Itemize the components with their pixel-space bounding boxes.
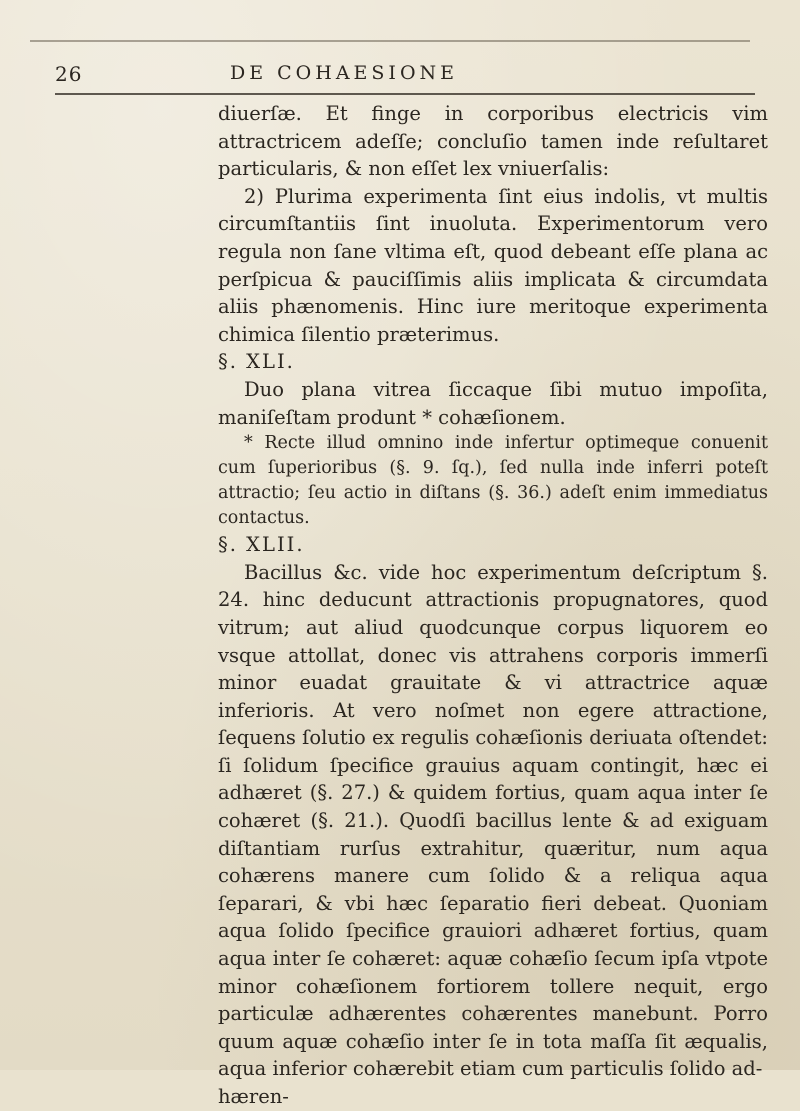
body-text [218,100,768,1111]
running-head: DE COHAESIONE [230,62,459,84]
header-rule [55,93,755,95]
page-number: 26 [55,62,83,86]
section-heading-42: §. XLII. [218,533,305,557]
footnote: * Recte illud omnino inde infertur optimeque conuenit cum ſuperioribus (§. 9. ſq.), ſed nulla inde inferri poteſt attractio; ſeu actio in diſtans (§. 36.) adeſt enim immediatus contactus. [218,433,768,529]
section-heading-41: §. XLI. [218,350,295,374]
paragraph-continuation: diuerſæ. Et finge in corporibus electricis vim attractricem adeſſe; concluſio tamen inde reſultaret particularis, & non eſſet lex vniuerſalis: [218,102,768,181]
catchword: hæren- [218,1085,289,1108]
top-edge-rule [30,40,750,42]
paragraph-section-42: Bacillus &c. vide hoc experimentum deſcriptum §. 24. hinc deducunt attractionis propugnatores, quod vitrum; aut aliud quodcunque corpus liquorem eo vsque attollat, donec vis attrahens corporis immerſi minor euadat grauitate & vi attractrice aquæ inferioris. At vero noſmet non egere attractione, ſequens ſolutio ex regulis cohæſionis deriuata oſtendet: ſi ſolidum ſpecifice grauius aquam contingit, hæc ei adhæret (§. 27.) & quidem fortius, quam aqua inter ſe cohæret (§. 21.). Quodſi bacillus lente & ad exiguam diſtantiam rurſus extrahitur, quæritur, num aqua cohærens manere cum ſolido & a reliqua aqua ſeparari, & vbi hæc ſeparatio fieri debeat. Quoniam aqua ſolido ſpecifice grauiori adhæret fortius, quam aqua inter ſe cohæret: aquæ cohæſio ſecum ipſa vtpote minor cohæſionem fortiorem tollere nequit, ergo particulæ adhærentes cohærentes manebunt. Porro quum aquæ cohæſio inter ſe in tota maſſa ſit æqualis, aqua inferior cohærebit etiam cum particulis ſolido ad- [218,560,768,1081]
paragraph-point-2: 2) Plurima experimenta ſint eius indolis, vt multis circumſtantiis ſint inuoluta. Experimentorum vero regula non ſane vltima eſt, quod debeant eſſe plana ac perſpicua & pauciſſimis aliis implicata & circumdata aliis phænomenis. Hinc iure meritoque experimenta chimica ſilentio præterimus. [218,184,768,346]
paragraph-section-41: Duo plana vitrea ſiccaque ſibi mutuo impoſita, maniſeſtam produnt * cohæſionem. [218,377,768,429]
page-header [55,62,755,92]
